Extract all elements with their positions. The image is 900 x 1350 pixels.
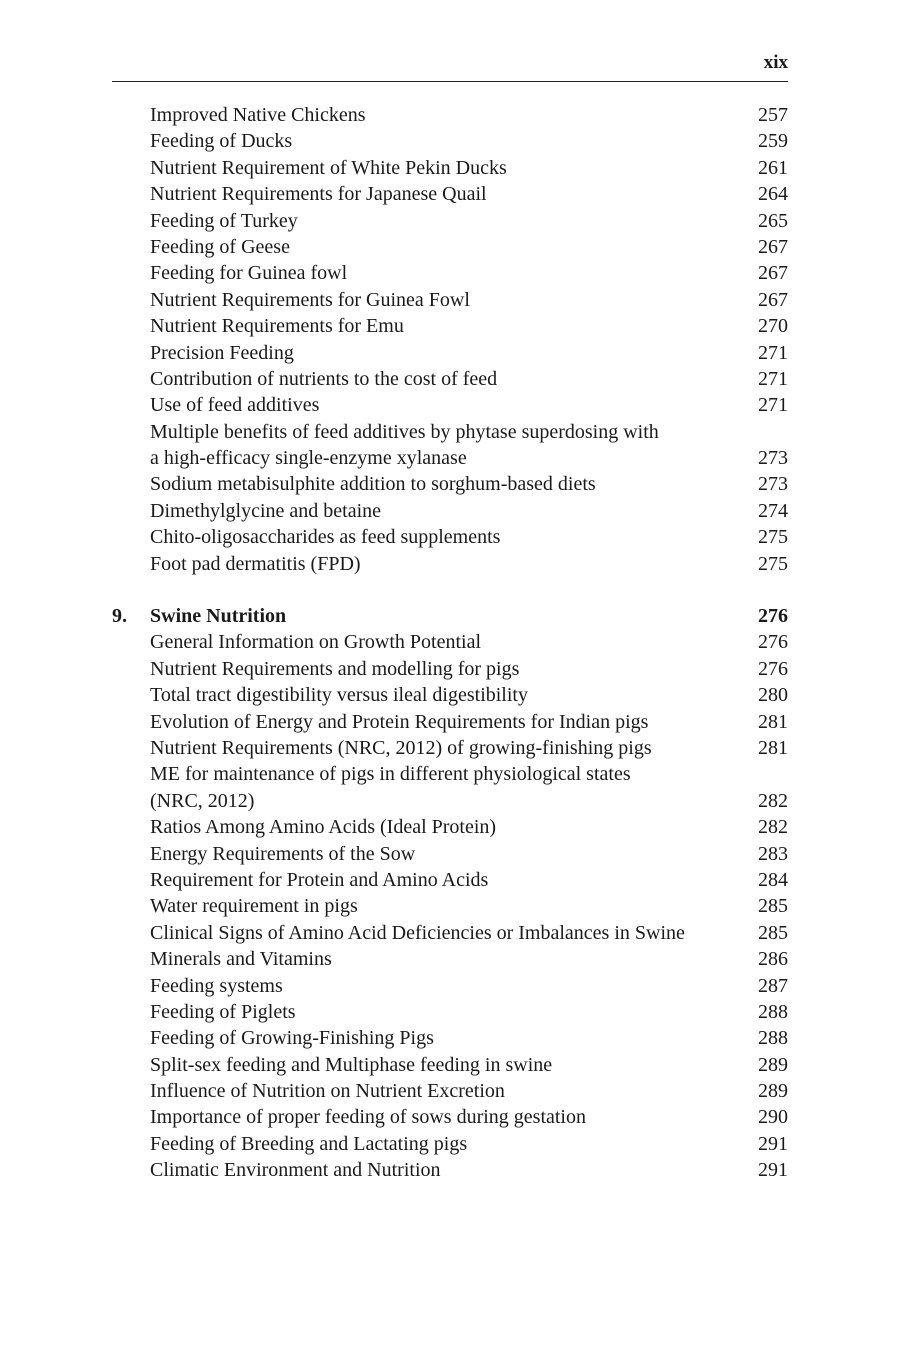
- toc-entry-page: 271: [758, 367, 788, 390]
- toc-entry[interactable]: [112, 656, 788, 682]
- toc-entry-page: 282: [758, 816, 788, 839]
- toc-entry-page: 291: [758, 1132, 788, 1155]
- toc-entry-page: 289: [758, 1053, 788, 1076]
- toc-entry-title: Evolution of Energy and Protein Requirements for Indian pigs: [150, 710, 649, 733]
- toc-entry-title: Total tract digestibility versus ileal digestibility: [150, 684, 528, 707]
- toc-entry[interactable]: [112, 999, 788, 1025]
- chapter-number: 9.: [112, 605, 127, 628]
- toc-entry[interactable]: [112, 260, 788, 286]
- toc-entry-title: Importance of proper feeding of sows during gestation: [150, 1106, 586, 1129]
- toc-entry[interactable]: [112, 1157, 788, 1183]
- toc-entry-title: Energy Requirements of the Sow: [150, 842, 416, 865]
- toc-entry[interactable]: [112, 814, 788, 840]
- toc-entry-title: (NRC, 2012): [150, 789, 255, 812]
- toc-entry-title: Contribution of nutrients to the cost of feed: [150, 367, 498, 390]
- chapter-heading[interactable]: [112, 603, 788, 629]
- toc-entry-page: 290: [758, 1106, 788, 1129]
- toc-entry[interactable]: [112, 392, 788, 418]
- toc-entry[interactable]: [112, 102, 788, 128]
- toc-entry-page: 288: [758, 1027, 788, 1050]
- toc-entry-page: 285: [758, 921, 788, 944]
- toc-entry-page: 285: [758, 895, 788, 918]
- toc-entry-page: 267: [758, 262, 788, 285]
- toc-entry[interactable]: [112, 1131, 788, 1157]
- toc-entry-title: Requirement for Protein and Amino Acids: [150, 868, 489, 891]
- toc-entry[interactable]: [112, 920, 788, 946]
- toc-entry-title: Feeding of Piglets: [150, 1000, 296, 1023]
- toc-entry-title: Feeding of Geese: [150, 235, 290, 258]
- toc-entry[interactable]: [112, 445, 788, 471]
- section-entries: [112, 102, 788, 577]
- toc-entry[interactable]: [112, 629, 788, 655]
- toc-entry-title: Split-sex feeding and Multiphase feeding in swine: [150, 1053, 553, 1076]
- toc-entry-page: 288: [758, 1000, 788, 1023]
- toc-entry-title: Chito-oligosaccharides as feed supplements: [150, 526, 501, 549]
- toc-entry[interactable]: [112, 709, 788, 735]
- toc-entry-page: 264: [758, 183, 788, 206]
- toc-entry-page: 257: [758, 104, 788, 126]
- toc-entry[interactable]: [112, 181, 788, 207]
- toc-entry[interactable]: [112, 788, 788, 814]
- toc-entry-title: a high-efficacy single-enzyme xylanase: [150, 447, 467, 470]
- toc-entry-title: Ratios Among Amino Acids (Ideal Protein): [150, 816, 497, 839]
- toc-entry-title: Feeding systems: [150, 974, 283, 997]
- toc-entry-page: 261: [758, 156, 788, 179]
- header-rule: [112, 81, 788, 82]
- toc-entry-title: Feeding for Guinea fowl: [150, 262, 348, 285]
- toc-entry-title: Feeding of Turkey: [150, 209, 298, 232]
- toc-entry-title: Precision Feeding: [150, 341, 294, 364]
- section-gap: [112, 577, 788, 603]
- toc-entry-page: 273: [758, 473, 788, 496]
- toc-entry-page: 271: [758, 341, 788, 364]
- toc-entry[interactable]: [112, 551, 788, 577]
- toc-entry-title: Foot pad dermatitis (FPD): [150, 552, 361, 575]
- toc-entry-title: Nutrient Requirements for Guinea Fowl: [150, 288, 470, 311]
- toc-entry[interactable]: [112, 287, 788, 313]
- toc-entry-page: 267: [758, 235, 788, 258]
- toc-entry-page: 265: [758, 209, 788, 232]
- toc-entry[interactable]: [112, 208, 788, 234]
- toc-entry-page: 282: [758, 789, 788, 812]
- toc-entry[interactable]: [112, 155, 788, 181]
- toc-entry-title: Clinical Signs of Amino Acid Deficiencies or Imbalances in Swine: [150, 921, 685, 944]
- toc-entry-page: 274: [758, 499, 788, 522]
- chapter-page: 276: [758, 605, 788, 628]
- table-of-contents: [112, 102, 788, 1184]
- chapter-title: Swine Nutrition: [150, 605, 287, 628]
- toc-entry[interactable]: [112, 735, 788, 761]
- toc-entry-page: 273: [758, 447, 788, 470]
- toc-entry-title: General Information on Growth Potential: [150, 631, 482, 654]
- toc-entry-title: Nutrient Requirement of White Pekin Ducks: [150, 156, 507, 179]
- toc-entry-title: Improved Native Chickens: [150, 104, 366, 126]
- toc-entry[interactable]: [112, 682, 788, 708]
- toc-entry-page: 267: [758, 288, 788, 311]
- toc-entry-title: Use of feed additives: [150, 394, 320, 417]
- toc-entry[interactable]: [112, 234, 788, 260]
- toc-entry-title: Feeding of Breeding and Lactating pigs: [150, 1132, 468, 1155]
- toc-entry-page: 281: [758, 736, 788, 759]
- toc-entry[interactable]: [112, 867, 788, 893]
- toc-entry[interactable]: [112, 128, 788, 154]
- toc-entry-page: 283: [758, 842, 788, 865]
- toc-entry[interactable]: [112, 1052, 788, 1078]
- toc-entry-page: 270: [758, 315, 788, 338]
- toc-entry-title: Minerals and Vitamins: [150, 948, 332, 971]
- toc-entry-title: Climatic Environment and Nutrition: [150, 1159, 441, 1182]
- toc-entry[interactable]: [112, 841, 788, 867]
- toc-entry-page: 281: [758, 710, 788, 733]
- toc-entry[interactable]: [112, 498, 788, 524]
- toc-entry-page: 276: [758, 657, 788, 680]
- toc-entry-page: 271: [758, 394, 788, 417]
- toc-entry-title: Sodium metabisulphite addition to sorghum-based diets: [150, 473, 596, 496]
- toc-entry-page: 275: [758, 552, 788, 575]
- toc-entry[interactable]: [112, 761, 788, 787]
- toc-entry[interactable]: [112, 1078, 788, 1104]
- page-number: xix: [763, 52, 788, 73]
- toc-entry[interactable]: [112, 893, 788, 919]
- chapter-entries: [112, 629, 788, 1183]
- toc-entry[interactable]: [112, 1025, 788, 1051]
- toc-entry[interactable]: [112, 973, 788, 999]
- toc-entry-title: Multiple benefits of feed additives by phytase superdosing with: [150, 420, 659, 443]
- toc-entry-page: 289: [758, 1080, 788, 1103]
- toc-entry-title: Feeding of Growing-Finishing Pigs: [150, 1027, 434, 1050]
- toc-entry-title: Feeding of Ducks: [150, 130, 293, 153]
- toc-entry-title: Influence of Nutrition on Nutrient Excretion: [150, 1080, 505, 1103]
- toc-entry-page: 284: [758, 868, 788, 891]
- toc-entry-page: 280: [758, 684, 788, 707]
- toc-entry-title: Nutrient Requirements (NRC, 2012) of growing-finishing pigs: [150, 736, 652, 759]
- toc-entry-page: 259: [758, 130, 788, 153]
- toc-entry[interactable]: [112, 419, 788, 445]
- toc-entry-title: Nutrient Requirements for Emu: [150, 315, 404, 338]
- toc-entry[interactable]: [112, 366, 788, 392]
- toc-entry[interactable]: [112, 946, 788, 972]
- toc-entry[interactable]: [112, 340, 788, 366]
- toc-entry-title: Water requirement in pigs: [150, 895, 358, 918]
- toc-entry[interactable]: [112, 524, 788, 550]
- toc-entry[interactable]: [112, 313, 788, 339]
- toc-entry-title: ME for maintenance of pigs in different physiological states: [150, 763, 631, 786]
- toc-entry-page: 287: [758, 974, 788, 997]
- toc-entry[interactable]: [112, 1104, 788, 1130]
- toc-entry-title: Dimethylglycine and betaine: [150, 499, 382, 522]
- toc-entry[interactable]: [112, 471, 788, 497]
- toc-entry-page: 286: [758, 948, 788, 971]
- toc-entry-title: Nutrient Requirements for Japanese Quail: [150, 183, 487, 206]
- toc-entry-title: Nutrient Requirements and modelling for pigs: [150, 657, 520, 680]
- toc-entry-page: 275: [758, 526, 788, 549]
- toc-entry-page: 276: [758, 631, 788, 654]
- toc-entry-page: 291: [758, 1159, 788, 1182]
